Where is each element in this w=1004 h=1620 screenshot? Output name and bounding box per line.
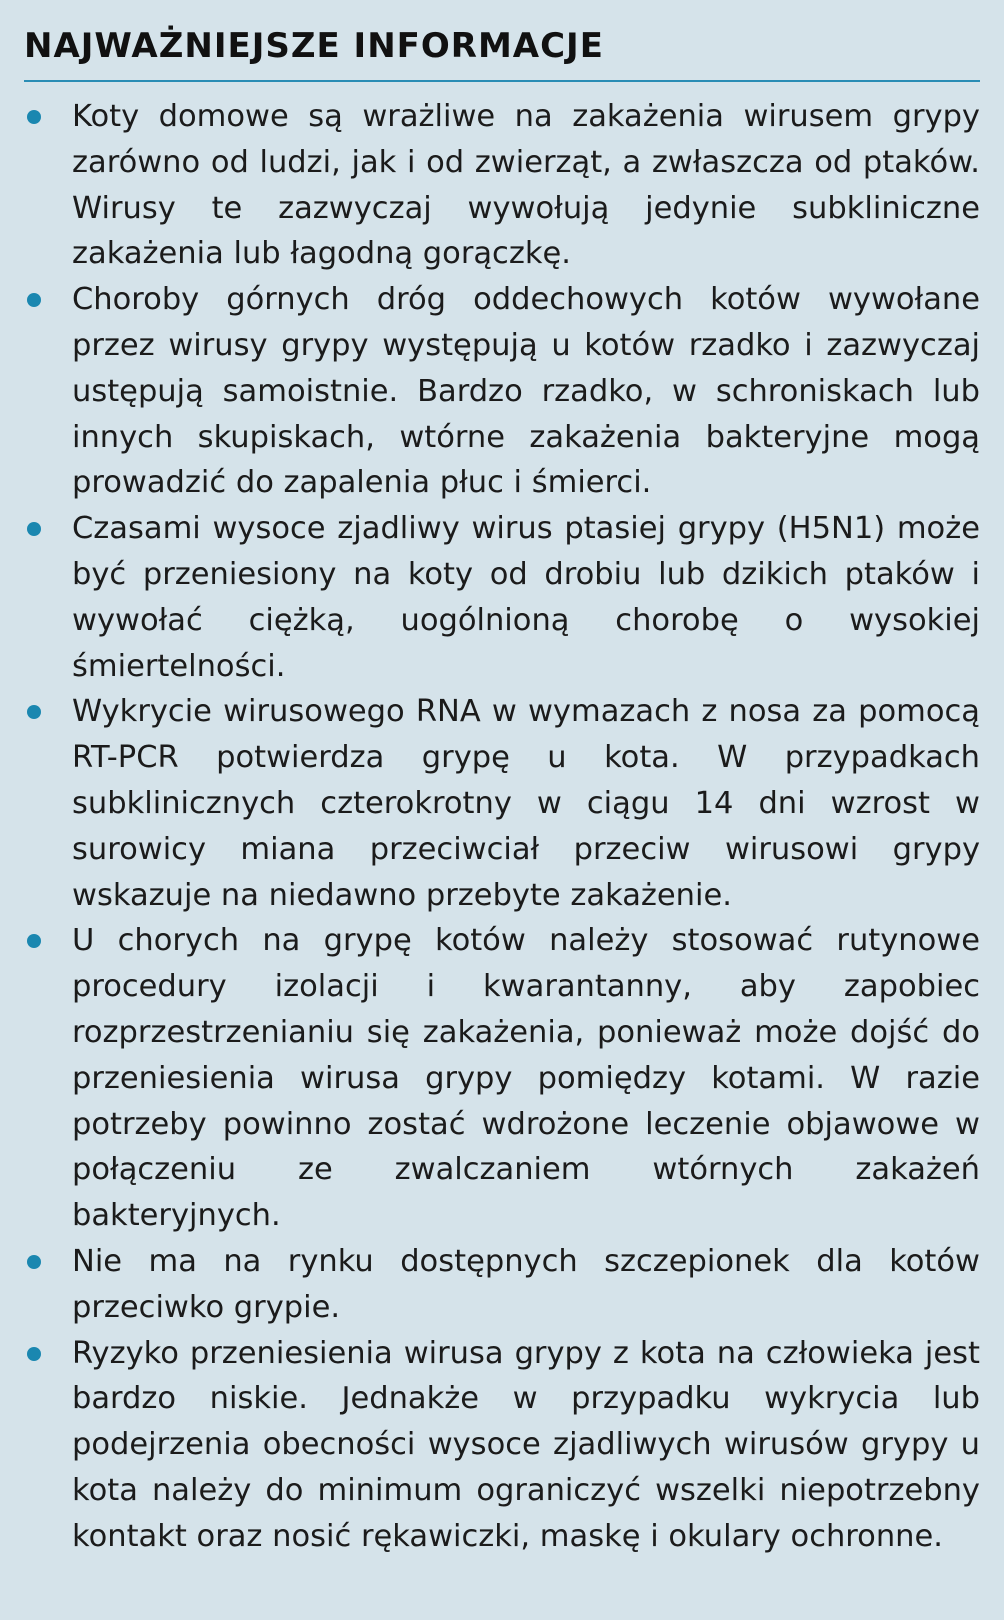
list-item — [24, 918, 980, 1239]
bullet-icon — [27, 110, 41, 124]
list-item — [24, 277, 980, 506]
list-item — [24, 1331, 980, 1560]
list-item-text: U chorych na grypę kotów należy stosować rutynowe procedury izolacji i kwarantanny, aby zapobiec rozprzestrzenianiu się zakażenia, ponieważ może dojść do przeniesienia wirusa grypy pomiędzy kotami. W razie potrzeby powinno zostać wdrożone leczenie objawowe w połączeniu ze zwalczaniem wtórnych zakażeń bakteryjnych. — [72, 923, 980, 1234]
list-item-text: Koty domowe są wrażliwe na zakażenia wirusem grypy zarówno od ludzi, jak i od zwierząt, a zwłaszcza od ptaków. Wirusy te zazwyczaj wywołują jedynie subkliniczne zakażenia lub łagodną gorączkę. — [72, 99, 980, 272]
list-item — [24, 94, 980, 277]
bullet-icon — [27, 293, 41, 307]
bullet-icon — [27, 934, 41, 948]
box-title: NAJWAŻNIEJSZE INFORMACJE — [24, 22, 980, 82]
list-item — [24, 1239, 980, 1331]
list-item — [24, 506, 980, 689]
bullet-icon — [27, 705, 41, 719]
bullet-icon — [27, 522, 41, 536]
key-points-list — [24, 94, 980, 1560]
list-item-text: Wykrycie wirusowego RNA w wymazach z nosa za pomocą RT-PCR potwierdza grypę u kota. W przypadkach subklinicznych czterokrotny w ciągu 14 dni wzrost w surowicy miana przeciwciał przeciw wirusowi grypy wskazuje na niedawno przebyte zakażenie. — [72, 694, 980, 913]
list-item-text: Choroby górnych dróg oddechowych kotów wywołane przez wirusy grypy występują u kotów rzadko i zazwyczaj ustępują samoistnie. Bardzo rzadko, w schroniskach lub innych skupiskach, wtórne zakażenia bakteryjne mogą prowadzić do zapalenia płuc i śmierci. — [72, 282, 980, 501]
list-item-text: Ryzyko przeniesienia wirusa grypy z kota na człowieka jest bardzo niskie. Jednakże w przypadku wykrycia lub podejrzenia obecności wysoce zjadliwych wirusów grypy u kota należy do minimum ograniczyć wszelki niepotrzebny kontakt oraz nosić rękawiczki, maskę i okulary ochronne. — [72, 1335, 980, 1554]
list-item — [24, 689, 980, 918]
bullet-icon — [27, 1347, 41, 1361]
list-item-text: Czasami wysoce zjadliwy wirus ptasiej grypy (H5N1) może być przeniesiony na koty od drobiu lub dzikich ptaków i wywołać ciężką, uogólnioną chorobę o wysokiej śmiertelności. — [72, 511, 980, 684]
list-item-text: Nie ma na rynku dostępnych szczepionek dla kotów przeciwko grypie. — [72, 1243, 980, 1325]
bullet-icon — [27, 1255, 41, 1269]
